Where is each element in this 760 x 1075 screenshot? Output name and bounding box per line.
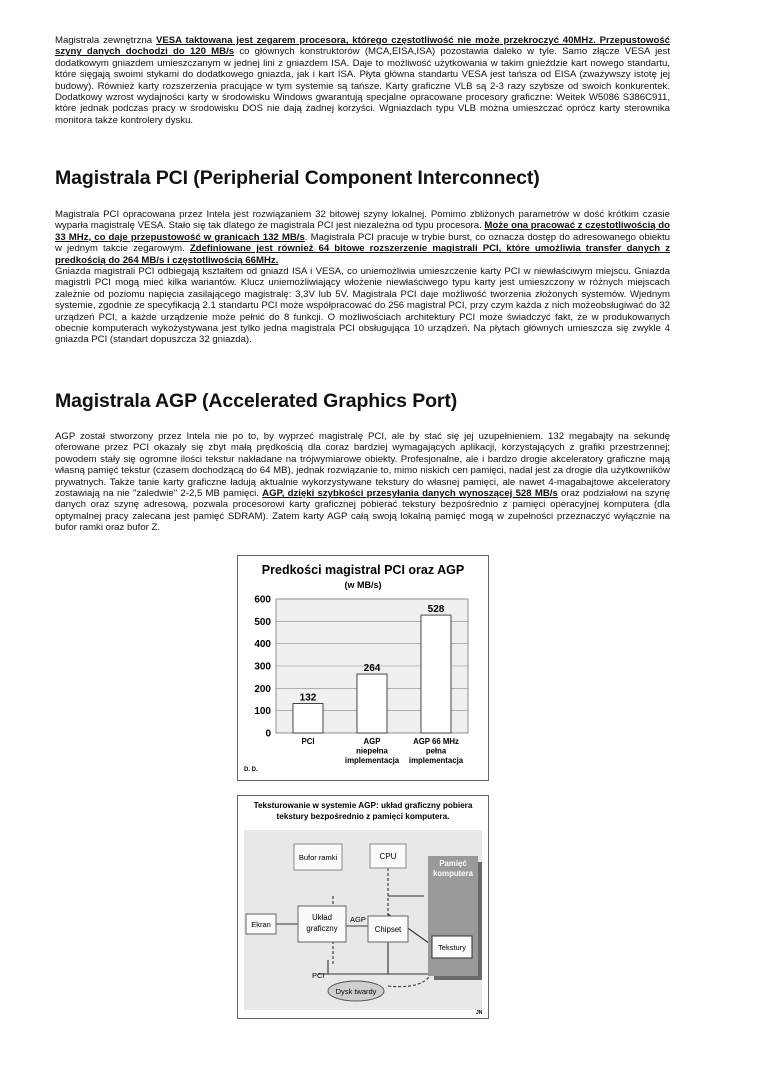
x-tick-label: AGP 66 MHz xyxy=(413,737,459,746)
chart-credit: D. D. xyxy=(244,767,258,773)
x-tick-label: pełna xyxy=(425,746,447,756)
textures-label: Tekstury xyxy=(438,943,466,952)
x-tick-label: implementacja xyxy=(344,756,400,765)
paragraph-vesa xyxy=(55,35,670,126)
data-label: 528 xyxy=(427,604,445,616)
emphasis-run: Zdefiniowane jest również 64 bitowe rozszerzenie magistrali PCI, które umożliwia transfer danych z predkością do 264 MB/s i częstotliwością 66MHz. xyxy=(55,243,671,266)
memory-label-line1: Pamięć xyxy=(439,859,467,868)
data-label: 132 xyxy=(299,692,317,704)
bar xyxy=(421,615,451,733)
text-run: oraz podziałowi na szynę danych oraz szynę adresową, pozwala procesorowi karty graficznej pobierać tekstury bezpośrednio z pamięci operacyjnej komputera (dla optymalnej pracy zalecana jest pamięć SDRAM). Zatem karty AGP całą swoją lokalną pamięć mogą w zupełności przeznaczyć wyłącznie na bufor ramki oraz bufor Z. xyxy=(55,488,670,534)
chart-subtitle: (w MB/s) xyxy=(344,580,382,590)
cpu-label: CPU xyxy=(379,852,397,861)
pci-label: PCI xyxy=(312,971,325,980)
y-tick-label: 300 xyxy=(254,661,271,673)
y-tick-label: 400 xyxy=(254,639,271,651)
x-tick-label: implementacja xyxy=(408,756,464,765)
y-tick-label: 100 xyxy=(254,706,271,718)
x-tick-label: niepełna xyxy=(356,746,388,756)
speed-chart xyxy=(238,556,488,780)
diagram-title-line2: tekstury bezpośrednio z pamięci komputera. xyxy=(276,812,450,821)
emphasis-run: AGP, dzięki szybkości przesyłania danych wynoszącej 528 MB/s xyxy=(262,488,558,500)
diagram-credit: JN xyxy=(476,1010,483,1016)
frame-buffer-label: Bufor ramki xyxy=(298,853,338,862)
chart-title: Predkości magistral PCI oraz AGP xyxy=(261,563,465,577)
x-tick-label: AGP xyxy=(363,737,381,746)
text-run: Magistrala PCI opracowana przez Intela jest rozwiązaniem 32 bitowej szyny lokalnej. Pomimo zbliżonych parametrów w dość krótkim czasie wyparła magistralę VESA. Stało się tak dlatego że magistrala PCI jest niezależna od typu procesora. xyxy=(55,209,670,232)
diagram-title-line1: Teksturowanie w systemie AGP: układ graficzny pobiera xyxy=(253,801,473,810)
agp-label: AGP xyxy=(350,915,366,924)
text-run: co głównych konstruktorów (MCA,EISA,ISA) pozostawia daleko w tyle. Samo złącze VESA jest dodatkowym gniazdem umieszczanym w jednej lini z gniazdem ISA. Daje to możliwość użytkowania w takim gnieździe kart nowego standartu, które sięgają swoimi stykami do dodatkowego gniazda, jak i kart ISA. Płyta główna standartu VESA jest tańsza od EISA (zważywszy istotę jej budowy). Również karty rozszerzenia pracujące w tym systemie są tańsze. Karty graficzne VLB są 2-3 razy szybsze od swoich konkurentek. Dodatkowy wzrost wydajności karty w środowisku Windows gwarantują specjalne opracowane procesory graficzne: Weitek W5086 S386C911, które jednak podczas pracy w środowisku DOS nie dają żadnej korzyści. Wgniazdach typu VLB można umieszczać oprócz karty sterownika monitora także kontrolery dysku. xyxy=(55,46,670,126)
speed-chart-figure xyxy=(237,555,489,781)
emphasis-run: Może ona pracować z częstotliwością do 33 MHz, co daje przepustowość w granicach 132 MB/s xyxy=(55,220,670,243)
bar xyxy=(357,674,387,733)
agp-diagram xyxy=(238,796,488,1018)
bar xyxy=(293,704,323,733)
y-tick-label: 0 xyxy=(265,728,271,740)
graphics-chip-label-line2: graficzny xyxy=(306,924,338,933)
graphics-chip-label-line1: Układ xyxy=(312,913,332,922)
chipset-label: Chipset xyxy=(374,925,402,934)
memory-label-line2: komputera xyxy=(433,869,473,878)
y-tick-label: 500 xyxy=(254,616,271,628)
data-label: 264 xyxy=(363,663,381,675)
text-run: Gniazda magistrali PCI odbiegają kształtem od gniazd ISA i VESA, co uniemożliwia umieszczenie karty PCI w niewłaściwym miejscu. Gniazda magistrli PCI mogą mieć kilka wariantów. Klucz uniemożliwiający włożenie niewłaściwego typu karty jest umieszczony w różnych miejscach zależnie od poziomu napięcia zasilającego magistralę: 3,3V lub 5V. Magistrala PCI daje możliwość tworzenia złożonych systemów. Wjednym systemie, zgodnie ze specyfikacją 2.1 standartu PCI może współpracować do 256 magistral PCI, przy czym każda z nich możeobsługiwać do 32 urządzeń PCI, a każde urządzenie może pełnić do 8 funkcji. O możliwościach architektury PCI może świadczyć fakt, że w produkowanych obecnie komputerach wykożystywana jest tylko jedna magistrala PCI obsługująca 10 urządzeń. Na płytach głównych umieszcza się zwykle 4 gniazda PCI (standart dopuszcza 32 gniazda). xyxy=(55,266,670,346)
text-run: Magistrala zewnętrzna xyxy=(55,35,156,46)
text-run: AGP został stworzony przez Intela nie po to, by wyprzeć magistralę PCI, ale by stać się jej uzupełnieniem. 132 megabajty na sekundę oferowane przez PCI okazały się zbyt małą prędkością dla coraz bardziej wymagających aplikacji, korzystających z grafiki przestrzennej; powodem stały się ogromne ilości tekstur nakładane na trójwymiarowe obiekty. Profesjonalne, ale i bardzo drogie akceleratory graficzne mają własną pamięć tekstur (czasem dochodzącą do 64 MB), jednak rozwiązanie to, mimo niskich cen pamięci, nadal jest za drogie dla użytkowników prywatnych. Także tanie karty graficzne ładują aktualnie wykorzystywane tekstury do własnej pamięci, ale nawet 4-magabajtowe akceleratory zostawiają na nie "zaledwie" 2-2,5 MB pamięci. xyxy=(55,431,670,500)
y-tick-label: 600 xyxy=(254,594,271,606)
y-tick-label: 200 xyxy=(254,683,271,695)
paragraph-pci xyxy=(55,209,670,346)
screen-label: Ekran xyxy=(251,920,271,929)
heading-agp: Magistrala AGP (Accelerated Graphics Port) xyxy=(55,390,458,412)
emphasis-run: VESA taktowana jest zegarem procesora, którego częstotliwość nie może przekroczyć 40MHz. Przepustowość szyny danych dochodzi do 120 MB/s xyxy=(55,35,670,58)
x-tick-label: PCI xyxy=(301,737,315,746)
text-run: . Magistrala PCI pracuje w trybie burst, co oznacza dostęp do adresowanego obiektu w jednym takcie zegarowym. xyxy=(55,231,670,255)
paragraph-agp xyxy=(55,431,670,534)
hard-disk-label: Dysk twardy xyxy=(335,987,377,996)
heading-pci: Magistrala PCI (Peripherial Component Interconnect) xyxy=(55,167,540,189)
agp-diagram-figure xyxy=(237,795,489,1019)
